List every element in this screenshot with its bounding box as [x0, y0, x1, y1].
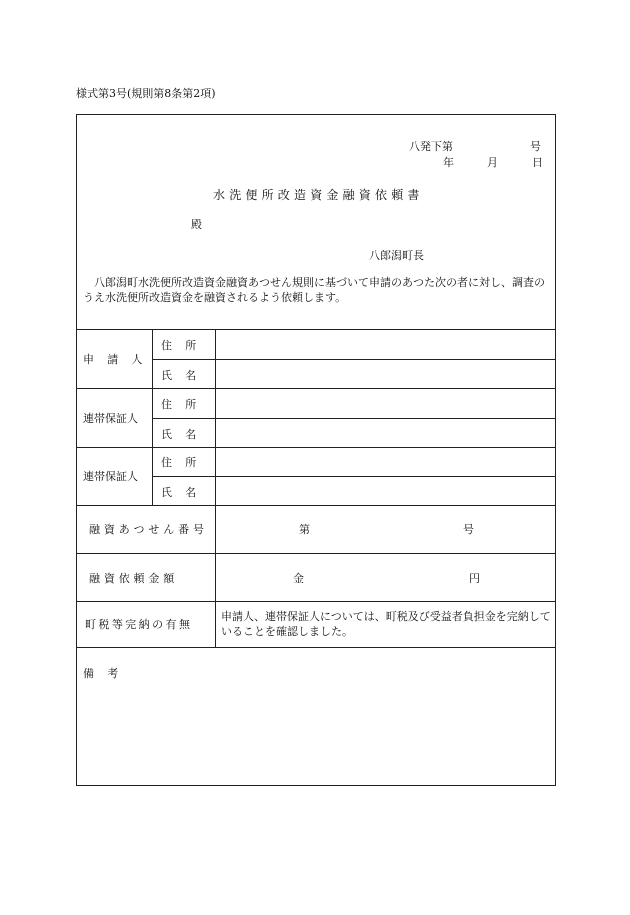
applicant-label: 申請人 [83, 353, 156, 366]
loan-number-suffix: 号 [463, 523, 474, 536]
line-guarantor1-mid [152, 418, 555, 419]
tax-payment-statement: 申請人、連帯保証人については、町税及び受益者負担金を完納していることを確認しました。 [221, 610, 551, 638]
request-body-text: 八郎潟町水洗便所改造資金融資あつせん規則に基づいて申請のあつた次の者に対し、調査のうえ水洗便所改造資金を融資されるよう依頼します。 [83, 276, 545, 304]
guarantor2-name-label: 氏名 [161, 486, 210, 499]
line-loan-number-bottom [77, 553, 555, 554]
date-year: 年 [443, 156, 454, 169]
line-applicant-mid [152, 359, 555, 360]
line-guarantor2-bottom [77, 505, 555, 506]
date-day: 日 [532, 156, 543, 169]
loan-amount-label: 融資依頼金額 [89, 572, 179, 585]
line-guarantor2-mid [152, 476, 555, 477]
guarantor1-label: 連帯保証人 [83, 412, 138, 425]
line-loan-amount-bottom [77, 601, 555, 602]
guarantor2-label: 連帯保証人 [83, 470, 138, 483]
sender-name: 八郎潟町長 [369, 249, 424, 262]
line-tax-bottom [77, 647, 555, 648]
table-top-line [77, 329, 555, 330]
form-frame [76, 114, 556, 786]
amount-prefix: 金 [293, 572, 304, 585]
tax-payment-label: 町税等完納の有無 [85, 618, 193, 631]
divider-value-column [215, 329, 216, 647]
form-number-label: 様式第3号(規則第8条第2項) [76, 87, 216, 100]
guarantor1-name-label: 氏名 [161, 428, 210, 441]
document-title: 水洗便所改造資金融資依頼書 [213, 188, 424, 202]
date-month: 月 [487, 156, 498, 169]
document-number-prefix: 八発下第 [409, 140, 453, 153]
applicant-name-label: 氏名 [161, 369, 210, 382]
amount-unit: 円 [469, 572, 480, 585]
document-number-suffix: 号 [530, 140, 541, 153]
guarantor2-address-label: 住所 [161, 456, 210, 469]
applicant-address-label: 住所 [161, 339, 210, 352]
remarks-label: 備考 [83, 667, 132, 680]
guarantor1-address-label: 住所 [161, 398, 210, 411]
loan-number-label: 融資あつせん番号 [89, 523, 208, 536]
addressee-suffix: 殿 [191, 218, 202, 231]
line-guarantor1-bottom [77, 447, 555, 448]
loan-number-prefix: 第 [299, 523, 310, 536]
line-applicant-bottom [77, 388, 555, 389]
